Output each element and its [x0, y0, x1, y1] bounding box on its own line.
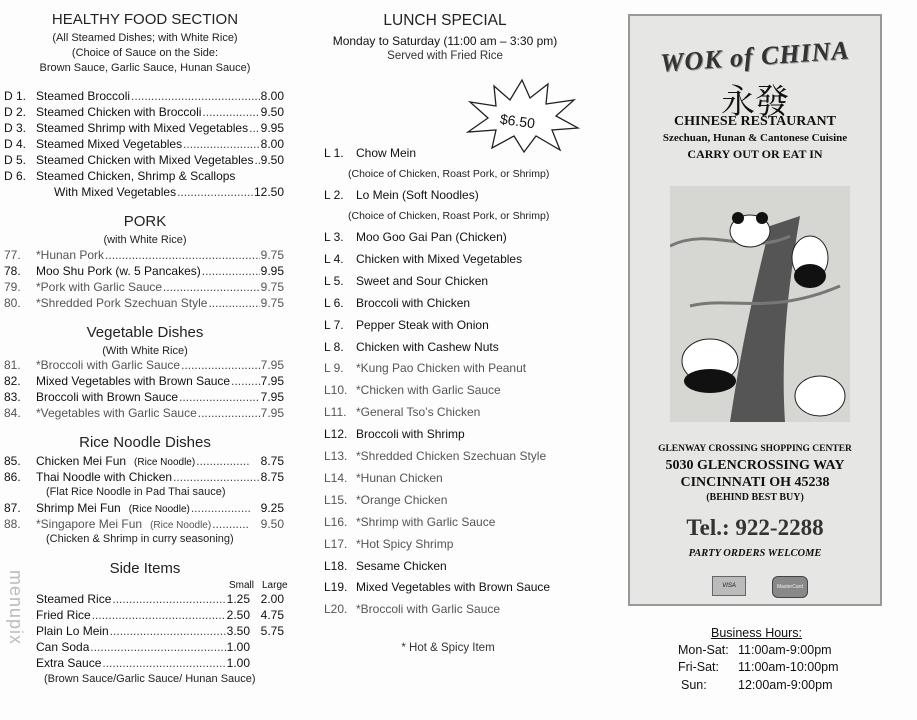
- dot-leader: [92, 608, 226, 622]
- lunch-item: [324, 146, 416, 160]
- item-price: 12.50: [253, 185, 284, 199]
- menu-item: [4, 374, 284, 390]
- item-name: Chow Mein: [356, 146, 417, 160]
- item-choice-note: (Choice of Chicken, Roast Pork, or Shrimp): [348, 210, 550, 222]
- lunch-item: [324, 252, 522, 266]
- item-name: *Shredded Chicken Szechuan Style: [356, 449, 547, 463]
- item-price-large: 2.00: [260, 592, 284, 606]
- item-price: 9.75: [260, 248, 284, 262]
- dot-leader: [112, 592, 225, 606]
- item-number: D 4.: [4, 137, 27, 151]
- menu-item: [4, 406, 284, 422]
- watermark-text: menupix: [6, 570, 26, 646]
- item-number: L16.: [324, 514, 348, 529]
- dot-leader: [212, 517, 249, 531]
- item-number: L 8.: [324, 339, 344, 354]
- item-price: 7.95: [260, 358, 284, 372]
- party-orders: PARTY ORDERS WELCOME: [688, 548, 822, 559]
- item-number: 79.: [4, 280, 21, 294]
- item-price: 7.95: [260, 390, 284, 404]
- hours-row: [678, 643, 832, 657]
- side-item: [36, 656, 250, 672]
- item-note: (Rice Noodle): [128, 504, 190, 515]
- dot-leader: [191, 501, 250, 515]
- item-number: L 6.: [324, 295, 344, 310]
- menu-item: [4, 105, 284, 121]
- item-number: 86.: [4, 470, 21, 484]
- item-price: 9.75: [260, 280, 284, 294]
- item-number: L14.: [324, 470, 348, 485]
- item-number: 80.: [4, 296, 21, 310]
- side-item: [36, 640, 250, 656]
- item-price: 7.95: [260, 374, 284, 388]
- item-name: Pepper Steak with Onion: [356, 317, 489, 332]
- item-name: Steamed Shrimp with Mixed Vegetables: [36, 121, 249, 135]
- dot-leader: [183, 137, 260, 151]
- item-note: (Rice Noodle): [134, 457, 196, 468]
- item-number: L20.: [324, 602, 348, 617]
- item-number: L15.: [324, 492, 348, 507]
- item-number: L13.: [324, 449, 348, 463]
- lunch-item: [324, 449, 546, 463]
- item-number: 84.: [4, 406, 21, 420]
- item-number: L11.: [324, 405, 347, 420]
- item-number: L18.: [324, 558, 348, 573]
- item-number: L 7.: [324, 317, 344, 332]
- healthy-subtitle: [0, 31, 290, 76]
- menu-item: [4, 280, 284, 296]
- menu-item: [4, 470, 284, 486]
- lunch-item: [324, 471, 443, 485]
- item-note: (Rice Noodle): [150, 520, 212, 531]
- dot-leader: [208, 296, 259, 310]
- item-number: 81.: [4, 358, 21, 372]
- item-number: L 3.: [324, 230, 344, 244]
- restaurant-logo: WOK of CHINA: [659, 35, 851, 78]
- pork-subtitle: (with White Rice): [103, 234, 187, 246]
- hours-row: [681, 678, 833, 692]
- shopping-center: GLENWAY CROSSING SHOPPING CENTER: [658, 444, 852, 454]
- menu-item: [4, 89, 284, 105]
- item-number: L 4.: [324, 251, 344, 266]
- lunch-price: $6.50: [499, 110, 536, 132]
- side-item: [36, 608, 284, 624]
- item-name: Can Soda: [36, 640, 90, 654]
- landmark: (BEHIND BEST BUY): [706, 492, 804, 503]
- item-name: *Broccoli with Garlic Sauce: [356, 602, 501, 617]
- item-name: Mixed Vegetables with Brown Sauce: [356, 580, 551, 595]
- item-number: D 2.: [4, 105, 27, 119]
- item-name: *Hunan Pork: [36, 248, 105, 262]
- item-number: L 9.: [324, 361, 344, 376]
- item-price: 9.95: [260, 121, 284, 135]
- restaurant-info-panel: [628, 14, 882, 606]
- lunch-item: [324, 361, 526, 375]
- dot-leader: [163, 280, 260, 294]
- dot-leader: [254, 153, 259, 167]
- dot-leader: [231, 374, 260, 388]
- lunch-served: Served with Fried Rice: [387, 50, 503, 62]
- item-name: Fried Rice: [36, 608, 91, 622]
- healthy-sub-1: (All Steamed Dishes; with White Rice): [52, 32, 238, 44]
- item-name: *Kung Pao Chicken with Peanut: [356, 361, 527, 376]
- item-name: Sesame Chicken: [356, 558, 447, 573]
- item-name: Mixed Vegetables with Brown Sauce: [36, 374, 231, 388]
- veg-title: Vegetable Dishes: [86, 324, 204, 341]
- item-name: Steamed Mixed Vegetables: [36, 137, 183, 151]
- menu-item: [4, 358, 284, 374]
- item-name: Shrimp Mei Fun: [36, 501, 121, 515]
- item-number: 85.: [4, 454, 21, 468]
- lunch-item: [324, 602, 500, 616]
- dot-leader: [105, 248, 260, 262]
- dot-leader: [179, 390, 260, 404]
- lunch-item: [324, 383, 501, 397]
- item-number: L10.: [324, 383, 348, 398]
- lunch-item: [324, 537, 453, 551]
- dot-leader: [198, 406, 260, 420]
- item-name: Chicken with Mixed Vegetables: [356, 251, 523, 266]
- visa-card-icon: VISA: [712, 576, 746, 596]
- item-price-small: 1.25: [226, 592, 250, 606]
- item-number: 87.: [4, 501, 21, 515]
- item-name: *General Tso’s Chicken: [356, 405, 481, 420]
- item-name: *Pork with Garlic Sauce: [36, 280, 163, 294]
- item-number: L 5.: [324, 273, 344, 288]
- menu-item: [4, 390, 284, 406]
- item-price-large: 5.75: [260, 624, 284, 638]
- item-name: *Shrimp with Garlic Sauce: [356, 514, 496, 529]
- healthy-sub-3: Brown Sauce, Garlic Sauce, Hunan Sauce): [39, 62, 251, 74]
- item-name: Moo Goo Gai Pan (Chicken): [356, 230, 507, 244]
- item-price: 7.95: [260, 406, 284, 420]
- item-price-small: 2.50: [226, 608, 250, 622]
- lunch-hours: Monday to Saturday (11:00 am – 3:30 pm): [332, 34, 558, 48]
- hours-time: 11:00am-10:00pm: [738, 660, 839, 674]
- cuisine: Szechuan, Hunan & Cantonese Cuisine: [662, 132, 848, 144]
- dot-leader: [110, 624, 226, 638]
- healthy-title: HEALTHY FOOD SECTION: [51, 11, 239, 28]
- item-name: *Hunan Chicken: [356, 470, 443, 485]
- item-name: Broccoli with Shrimp: [356, 427, 465, 442]
- item-name: Thai Noodle with Chicken: [36, 470, 173, 484]
- dot-leader: [102, 656, 225, 670]
- item-price: 8.75: [260, 454, 284, 468]
- menu-item: [4, 501, 284, 517]
- lunch-item: [324, 580, 550, 594]
- dot-leader: [202, 105, 259, 119]
- lunch-item: [324, 188, 479, 202]
- item-number: L 2.: [324, 188, 344, 202]
- item-price: 8.00: [260, 89, 284, 103]
- item-name: *Singapore Mei Fun: [36, 517, 143, 531]
- item-name: Extra Sauce: [36, 656, 102, 670]
- mastercard-icon: MasterCard: [772, 576, 808, 598]
- street-address: 5030 GLENCROSSING WAY: [665, 458, 845, 473]
- menu-item: [4, 121, 284, 137]
- item-name: *Orange Chicken: [356, 492, 448, 507]
- hours-day: Sun:: [681, 678, 707, 692]
- telephone: Tel.: 922-2288: [686, 515, 824, 540]
- item-name: Steamed Chicken with Broccoli: [36, 105, 202, 119]
- item-name: Plain Lo Mein: [36, 624, 109, 638]
- item-price: 9.50: [260, 153, 284, 167]
- item-number: D 6.: [4, 169, 27, 183]
- sides-small-header: Small: [229, 580, 255, 591]
- lunch-item: [324, 340, 499, 354]
- lunch-item: [324, 230, 507, 244]
- hours-row: [678, 660, 839, 674]
- item-number: 78.: [4, 264, 21, 278]
- lunch-item: [324, 274, 488, 288]
- item-number: 77.: [4, 248, 21, 262]
- item-number: 83.: [4, 390, 21, 404]
- item-name: Steamed Chicken with Mixed Vegetables: [36, 153, 254, 167]
- item-name: *Chicken with Garlic Sauce: [356, 383, 501, 398]
- dot-leader: [249, 121, 260, 135]
- sides-title: Side Items: [109, 560, 181, 577]
- hours-day: Mon-Sat:: [678, 643, 729, 657]
- item-price-small: 3.50: [226, 624, 250, 638]
- item-name: Broccoli with Brown Sauce: [36, 390, 179, 404]
- city-address: CINCINNATI OH 45238: [680, 475, 830, 490]
- menu-item: [4, 517, 284, 533]
- item-number: L12.: [324, 427, 348, 442]
- menu-item: [4, 169, 284, 185]
- item-name: Chicken with Cashew Nuts: [356, 339, 499, 354]
- menu-item: [4, 454, 284, 470]
- lunch-title: LUNCH SPECIAL: [383, 12, 507, 29]
- item-name: Chicken Mei Fun: [36, 454, 127, 468]
- item-price-small: 1.00: [226, 656, 250, 670]
- hours-day: Fri-Sat:: [678, 660, 719, 674]
- veg-subtitle: (With White Rice): [102, 345, 188, 357]
- item-name: Broccoli with Chicken: [356, 295, 471, 310]
- hours-time: 11:00am-9:00pm: [738, 643, 832, 657]
- item-name: *Broccoli with Garlic Sauce: [36, 358, 181, 372]
- item-name: Lo Mein (Soft Noodles): [356, 188, 479, 202]
- menu-item: [4, 264, 284, 280]
- lunch-item: [324, 296, 470, 310]
- item-number: 88.: [4, 517, 21, 531]
- menu-item: [4, 137, 284, 153]
- noodle-88-note: (Chicken & Shrimp in curry seasoning): [46, 533, 234, 545]
- side-item: [36, 592, 284, 608]
- menu-item: [4, 153, 284, 169]
- item-name: Steamed Rice: [36, 592, 112, 606]
- item-number: L19.: [324, 580, 348, 595]
- lunch-item: [324, 318, 489, 332]
- item-name: Steamed Broccoli: [36, 89, 131, 103]
- business-hours-title: Business Hours:: [711, 626, 803, 640]
- item-price: 9.75: [260, 296, 284, 310]
- item-number: L17.: [324, 536, 348, 551]
- lunch-item: [324, 559, 447, 573]
- item-price: 8.75: [260, 470, 284, 484]
- noodle-86-note: (Flat Rice Noodle in Pad Thai sauce): [46, 486, 226, 498]
- menupix-watermark: [8, 570, 26, 680]
- item-price-small: 1.00: [226, 640, 250, 654]
- item-choice-note: (Choice of Chicken, Roast Pork, or Shrimp): [348, 168, 550, 180]
- item-name: Sweet and Sour Chicken: [356, 273, 489, 288]
- dot-leader: [202, 264, 260, 278]
- lunch-item: [324, 427, 465, 441]
- healthy-sub-2: (Choice of Sauce on the Side:: [71, 47, 219, 59]
- panda-painting: [670, 186, 850, 422]
- pork-title: PORK: [123, 213, 167, 230]
- item-name: *Hot Spicy Shrimp: [356, 536, 454, 551]
- lunch-item: [324, 515, 495, 529]
- menu-item: [4, 296, 284, 312]
- item-name: Steamed Chicken, Shrimp & Scallops: [36, 169, 236, 183]
- restaurant-type: CHINESE RESTAURANT: [674, 114, 836, 129]
- dot-leader: [173, 470, 260, 484]
- item-number: D 1.: [4, 89, 27, 103]
- item-price: 9.50: [260, 517, 284, 531]
- item-number: L 1.: [324, 146, 344, 160]
- sides-large-header: Large: [262, 580, 288, 591]
- item-name: With Mixed Vegetables: [54, 185, 177, 199]
- hot-spicy-footnote: * Hot & Spicy Item: [401, 642, 495, 654]
- noodle-title: Rice Noodle Dishes: [79, 434, 211, 451]
- side-item: [36, 624, 284, 640]
- dot-leader: [181, 358, 260, 372]
- item-price: 8.00: [260, 137, 284, 151]
- dot-leader: [196, 454, 249, 468]
- dot-leader: [90, 640, 225, 654]
- item-price: 9.50: [260, 105, 284, 119]
- lunch-item: [324, 405, 480, 419]
- item-number: D 5.: [4, 153, 27, 167]
- item-price: 9.95: [260, 264, 284, 278]
- item-price-large: 4.75: [260, 608, 284, 622]
- item-number: D 3.: [4, 121, 27, 135]
- item-name: *Vegetables with Garlic Sauce: [36, 406, 197, 420]
- lunch-item: [324, 493, 447, 507]
- item-price: 9.25: [260, 501, 284, 515]
- menu-item: [4, 185, 284, 201]
- item-name: *Shredded Pork Szechuan Style: [36, 296, 208, 310]
- item-name: Moo Shu Pork (w. 5 Pancakes): [36, 264, 201, 278]
- item-number: 82.: [4, 374, 21, 388]
- dot-leader: [177, 185, 253, 199]
- service: CARRY OUT OR EAT IN: [687, 147, 823, 161]
- hours-time: 12:00am-9:00pm: [738, 678, 833, 692]
- sides-sauce-note: (Brown Sauce/Garlic Sauce/ Hunan Sauce): [44, 673, 256, 685]
- dot-leader: [131, 89, 260, 103]
- chinese-name: 永發: [721, 84, 789, 121]
- menu-item: [4, 248, 284, 264]
